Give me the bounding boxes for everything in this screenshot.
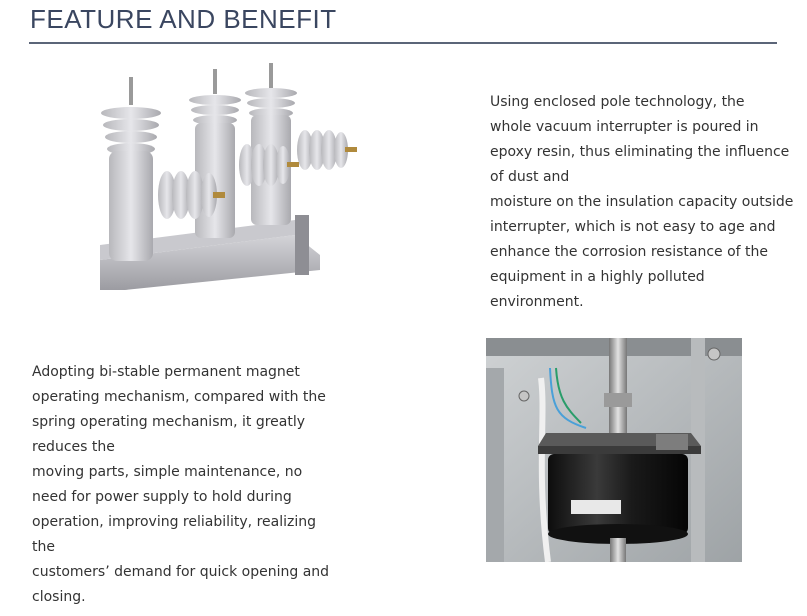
feature-line: of dust and xyxy=(490,169,570,185)
feature-line: spring operating mechanism, it greatly xyxy=(32,414,306,430)
feature-line: Using enclosed pole technology, the xyxy=(490,94,745,110)
feature-line: moving parts, simple maintenance, no xyxy=(32,464,303,480)
magnet-mechanism-image xyxy=(486,338,742,562)
page-title: FEATURE AND BENEFIT xyxy=(30,4,337,34)
feature-line: interrupter, which is not easy to age and xyxy=(490,219,776,235)
feature-text-enclosed-pole xyxy=(490,90,794,315)
feature-line: operation, improving reliability, realizing xyxy=(32,514,316,530)
circuit-breaker-image xyxy=(95,55,365,290)
feature-line: need for power supply to hold during xyxy=(32,489,292,505)
feature-line: operating mechanism, compared with the xyxy=(32,389,326,405)
feature-line: reduces the xyxy=(32,439,115,455)
feature-line: moisture on the insulation capacity outside xyxy=(490,194,794,210)
feature-line: the xyxy=(32,539,55,555)
feature-line: equipment in a highly polluted xyxy=(490,269,705,285)
feature-line: epoxy resin, thus eliminating the influence xyxy=(490,144,790,160)
feature-line: closing. xyxy=(32,589,86,605)
feature-line: environment. xyxy=(490,294,584,310)
title-divider xyxy=(29,42,777,44)
feature-line: Adopting bi-stable permanent magnet xyxy=(32,364,300,380)
feature-text-magnet-mechanism xyxy=(32,360,332,610)
feature-line: enhance the corrosion resistance of the xyxy=(490,244,769,260)
feature-line: whole vacuum interrupter is poured in xyxy=(490,119,759,135)
feature-line: customers’ demand for quick opening and xyxy=(32,564,330,580)
